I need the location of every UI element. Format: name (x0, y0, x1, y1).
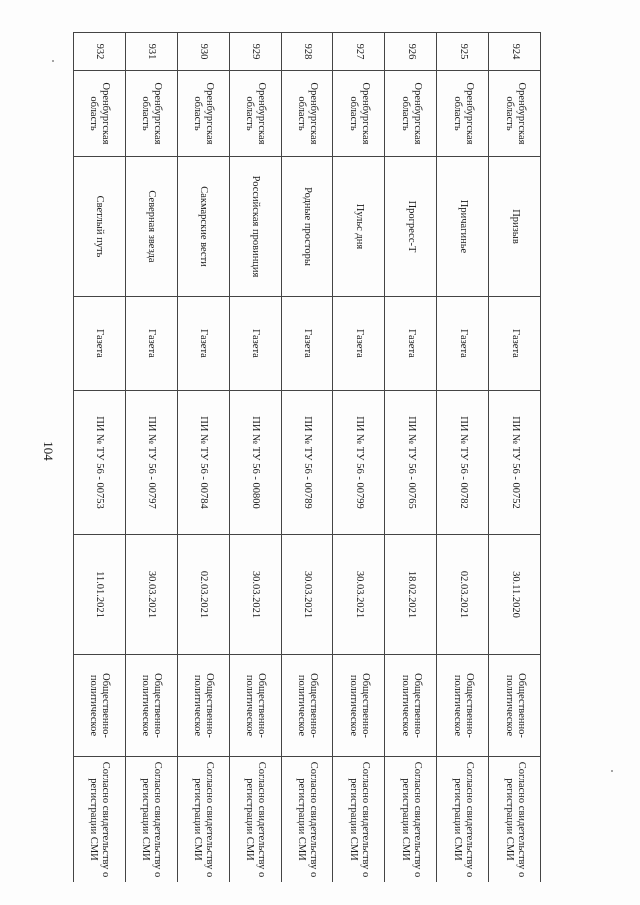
table-row (437, 33, 489, 883)
registration-number-cell: ПИ № ТУ 56 - 00782 (437, 391, 489, 535)
media-type-cell: Газета (333, 297, 385, 391)
table-row (489, 33, 541, 883)
row-number: 927 (333, 33, 385, 71)
row-number: 924 (489, 33, 541, 71)
media-title-cell: Сакмарские вести (177, 157, 229, 297)
media-type-cell: Газета (489, 297, 541, 391)
subject-cell: Общественно-политическое (333, 655, 385, 757)
note-cell: Согласно свидетельству о регистрации СМИ (437, 757, 489, 883)
registration-date-cell: 11.01.2021 (74, 535, 126, 655)
row-number: 931 (126, 33, 178, 71)
subject-cell: Общественно-политическое (385, 655, 437, 757)
scan-speck (52, 60, 54, 62)
region-cell: Оренбургская область (229, 71, 281, 157)
region-cell: Оренбургская область (385, 71, 437, 157)
media-type-cell: Газета (74, 297, 126, 391)
table-row (333, 33, 385, 883)
media-title-cell: Российская провинция (229, 157, 281, 297)
note-cell: Согласно свидетельству о регистрации СМИ (177, 757, 229, 883)
table-body (74, 33, 541, 883)
registration-number-cell: ПИ № ТУ 56 - 00789 (281, 391, 333, 535)
registration-date-cell: 02.03.2021 (177, 535, 229, 655)
media-type-cell: Газета (177, 297, 229, 391)
table-row (229, 33, 281, 883)
region-cell: Оренбургская область (177, 71, 229, 157)
media-type-cell: Газета (229, 297, 281, 391)
note-cell: Согласно свидетельству о регистрации СМИ (333, 757, 385, 883)
table-row (126, 33, 178, 883)
media-type-cell: Газета (437, 297, 489, 391)
registration-number-cell: ПИ № ТУ 56 - 00753 (74, 391, 126, 535)
media-title-cell: Причагинье (437, 157, 489, 297)
registration-number-cell: ПИ № ТУ 56 - 00799 (333, 391, 385, 535)
row-number: 925 (437, 33, 489, 71)
subject-cell: Общественно-политическое (489, 655, 541, 757)
registry-table-rotated (73, 32, 541, 882)
registration-date-cell: 30.03.2021 (126, 535, 178, 655)
media-title-cell: Пульс дня (333, 157, 385, 297)
subject-cell: Общественно-политическое (126, 655, 178, 757)
subject-cell: Общественно-политическое (229, 655, 281, 757)
note-cell: Согласно свидетельству о регистрации СМИ (126, 757, 178, 883)
registration-date-cell: 30.03.2021 (281, 535, 333, 655)
row-number: 926 (385, 33, 437, 71)
media-title-cell: Северная звезда (126, 157, 178, 297)
registration-number-cell: ПИ № ТУ 56 - 00797 (126, 391, 178, 535)
registry-table-container (73, 32, 541, 882)
subject-cell: Общественно-политическое (281, 655, 333, 757)
registration-date-cell: 30.03.2021 (229, 535, 281, 655)
row-number: 932 (74, 33, 126, 71)
subject-cell: Общественно-политическое (437, 655, 489, 757)
registration-date-cell: 02.03.2021 (437, 535, 489, 655)
table-row (281, 33, 333, 883)
note-cell: Согласно свидетельству о регистрации СМИ (229, 757, 281, 883)
region-cell: Оренбургская область (281, 71, 333, 157)
row-number: 928 (281, 33, 333, 71)
media-title-cell: Прогресс-Т (385, 157, 437, 297)
registration-date-cell: 18.02.2021 (385, 535, 437, 655)
media-title-cell: Родные просторы (281, 157, 333, 297)
region-cell: Оренбургская область (74, 71, 126, 157)
media-type-cell: Газета (281, 297, 333, 391)
table-row (177, 33, 229, 883)
page-number: 104 (41, 441, 56, 461)
media-type-cell: Газета (126, 297, 178, 391)
row-number: 930 (177, 33, 229, 71)
note-cell: Согласно свидетельству о регистрации СМИ (385, 757, 437, 883)
region-cell: Оренбургская область (126, 71, 178, 157)
region-cell: Оренбургская область (333, 71, 385, 157)
subject-cell: Общественно-политическое (74, 655, 126, 757)
region-cell: Оренбургская область (489, 71, 541, 157)
registration-number-cell: ПИ № ТУ 56 - 00752 (489, 391, 541, 535)
region-cell: Оренбургская область (437, 71, 489, 157)
note-cell: Согласно свидетельству о регистрации СМИ (74, 757, 126, 883)
media-registry-table (73, 32, 541, 882)
note-cell: Согласно свидетельству о регистрации СМИ (489, 757, 541, 883)
registration-number-cell: ПИ № ТУ 56 - 00800 (229, 391, 281, 535)
row-number: 929 (229, 33, 281, 71)
media-title-cell: Призыв (489, 157, 541, 297)
subject-cell: Общественно-политическое (177, 655, 229, 757)
registration-number-cell: ПИ № ТУ 56 - 00784 (177, 391, 229, 535)
table-row (385, 33, 437, 883)
scan-speck (611, 770, 613, 772)
table-row (74, 33, 126, 883)
note-cell: Согласно свидетельству о регистрации СМИ (281, 757, 333, 883)
registration-date-cell: 30.03.2021 (333, 535, 385, 655)
registration-number-cell: ПИ № ТУ 56 - 00765 (385, 391, 437, 535)
media-type-cell: Газета (385, 297, 437, 391)
registration-date-cell: 30.11.2020 (489, 535, 541, 655)
media-title-cell: Светлый путь (74, 157, 126, 297)
